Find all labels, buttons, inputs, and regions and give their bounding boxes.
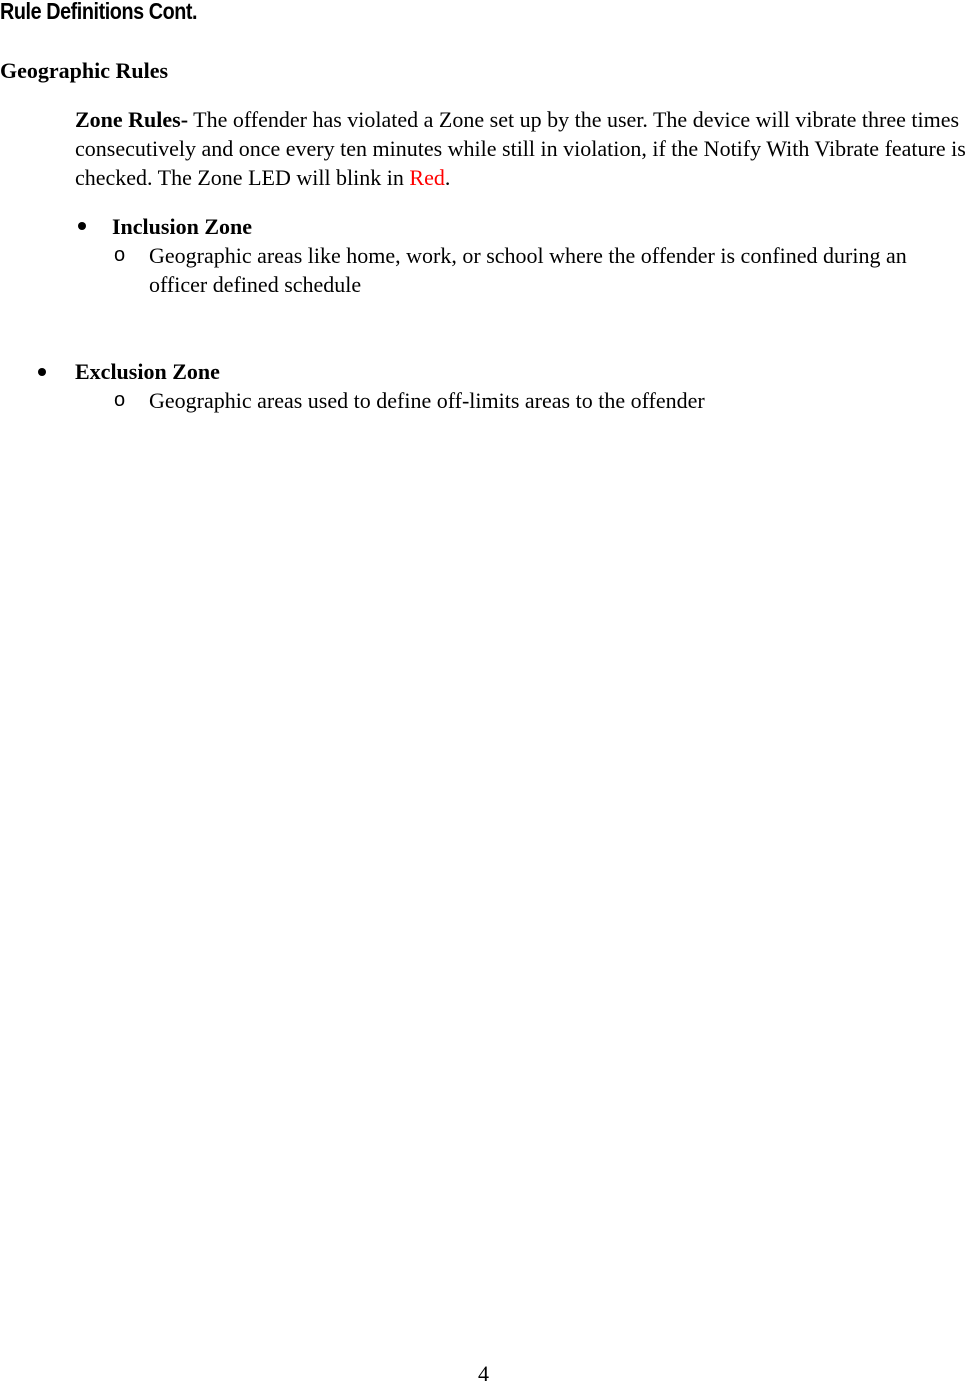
section-heading: Geographic Rules xyxy=(0,58,169,83)
bullet-dot-icon xyxy=(78,222,86,230)
sub-bullet-text-exclusion: Geographic areas used to define off-limits areas to the offender xyxy=(149,388,705,413)
led-color-word: Red xyxy=(409,165,445,190)
zone-rules-paragraph xyxy=(75,105,970,192)
sub-bullet-text-inclusion: Geographic areas like home, work, or school where the offender is confined during an officer defined schedule xyxy=(149,243,907,297)
page-heading: Rule Definitions Cont. xyxy=(0,0,198,24)
bullet-dot-icon xyxy=(38,368,46,376)
bullet-label: Exclusion Zone xyxy=(75,359,220,384)
zone-rules-term: Zone Rules- xyxy=(75,107,189,132)
sub-bullet-marker-icon: o xyxy=(114,244,126,266)
bullet-item-exclusion-zone xyxy=(75,357,220,386)
bullet-label: Inclusion Zone xyxy=(112,214,252,239)
page-number: 4 xyxy=(478,1361,489,1386)
bullet-item-inclusion-zone xyxy=(112,212,252,241)
zone-rules-description: The offender has violated a Zone set up by the user. The device will vibrate three times consecutively and once every ten minutes while still in violation, if the Notify With Vibrate feature is checked. The Zone LED will blink in xyxy=(75,107,966,190)
sub-bullet-marker-icon: o xyxy=(114,389,126,411)
zone-rules-end: . xyxy=(444,165,451,190)
